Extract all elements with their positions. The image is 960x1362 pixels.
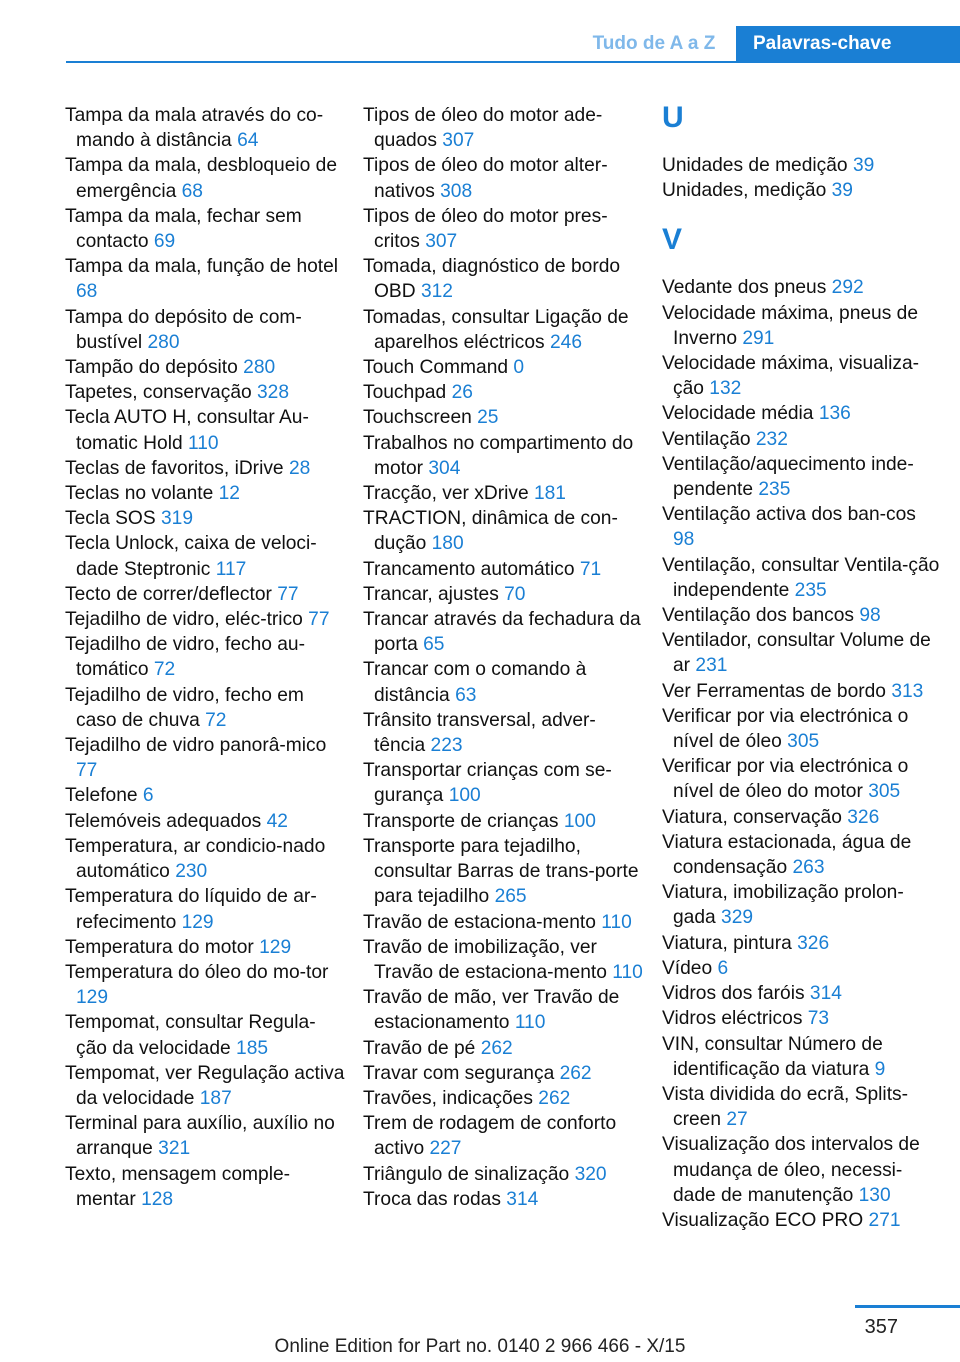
index-term: Viatura estacionada, água de condensação bbox=[662, 831, 912, 879]
index-term: Ventilação/aquecimento inde‐pendente bbox=[662, 453, 914, 501]
index-term: Temperatura do motor bbox=[65, 936, 254, 958]
page-reference-link[interactable]: 25 bbox=[477, 407, 499, 429]
index-entry bbox=[65, 380, 345, 405]
index-entry bbox=[65, 607, 345, 632]
page-reference-link[interactable]: 262 bbox=[480, 1037, 513, 1059]
page-reference-link[interactable]: 77 bbox=[308, 609, 330, 631]
index-entry bbox=[363, 657, 643, 707]
index-entry bbox=[65, 733, 345, 783]
index-entry bbox=[65, 355, 345, 380]
section-u-entries bbox=[662, 153, 942, 203]
page-reference-link[interactable]: 26 bbox=[451, 382, 473, 404]
index-entry bbox=[65, 1061, 345, 1111]
index-entry bbox=[363, 1187, 643, 1212]
page-reference-link[interactable]: 305 bbox=[868, 781, 901, 803]
index-column-2 bbox=[363, 103, 643, 1212]
page-reference-link[interactable]: 6 bbox=[717, 957, 729, 979]
index-entry bbox=[363, 582, 643, 607]
index-entry bbox=[662, 880, 942, 930]
index-entry bbox=[65, 582, 345, 607]
page-reference-link[interactable]: 77 bbox=[76, 760, 98, 782]
index-entry bbox=[363, 481, 643, 506]
index-entry bbox=[363, 380, 643, 405]
page-reference-link[interactable]: 68 bbox=[76, 281, 98, 303]
page-reference-link[interactable]: 129 bbox=[181, 911, 214, 933]
index-entry bbox=[363, 204, 643, 254]
index-entry bbox=[662, 1032, 942, 1082]
index-entry bbox=[65, 405, 345, 455]
page-reference-link[interactable]: 246 bbox=[550, 331, 583, 353]
page-reference-link[interactable]: 291 bbox=[742, 327, 775, 349]
index-term: Viatura, pintura bbox=[662, 932, 792, 954]
index-term: VIN, consultar Número de identificação da viatura bbox=[662, 1033, 883, 1080]
index-term: Trancamento automático bbox=[363, 558, 575, 580]
index-term: Telefone bbox=[65, 785, 138, 807]
page-reference-link[interactable]: 0 bbox=[513, 357, 525, 379]
index-entry bbox=[662, 502, 942, 552]
page-reference-link[interactable]: 320 bbox=[574, 1163, 607, 1185]
index-term: Tomada, diagnóstico de bordo OBD bbox=[363, 256, 621, 303]
index-entry bbox=[65, 1111, 345, 1161]
index-term: Tampa do depósito de com‐bustível bbox=[65, 306, 302, 353]
index-term: Trancar, ajustes bbox=[363, 583, 499, 605]
index-term: Unidades de medição bbox=[662, 155, 848, 176]
index-entry bbox=[662, 981, 942, 1006]
page-reference-link[interactable]: 110 bbox=[601, 911, 632, 933]
index-entry bbox=[363, 758, 643, 808]
page-reference-link[interactable]: 262 bbox=[559, 1062, 592, 1084]
page-reference-link[interactable]: 129 bbox=[76, 987, 109, 1009]
index-term: Trem de rodagem de conforto activo bbox=[363, 1113, 617, 1160]
index-entry bbox=[662, 1132, 942, 1208]
page-number: 357 bbox=[864, 1316, 898, 1338]
index-term: Visualização dos intervalos de mudança de óleo, necessi‐dade de manutenção bbox=[662, 1134, 920, 1206]
index-entry bbox=[662, 275, 942, 300]
index-term: Tempomat, ver Regulação activa da velocidade bbox=[65, 1062, 345, 1109]
footer-rule bbox=[855, 1305, 960, 1308]
page-reference-link[interactable]: 235 bbox=[758, 479, 791, 501]
index-entry bbox=[662, 830, 942, 880]
index-term: Vídeo bbox=[662, 957, 713, 979]
page-reference-link[interactable]: 63 bbox=[455, 684, 477, 706]
page-reference-link[interactable]: 307 bbox=[425, 231, 458, 253]
index-term: Troca das rodas bbox=[363, 1188, 501, 1210]
index-term: Trancar através da fechadura da porta bbox=[363, 609, 641, 656]
page-reference-link[interactable]: 128 bbox=[141, 1188, 174, 1210]
index-entry bbox=[662, 805, 942, 830]
page-reference-link[interactable]: 129 bbox=[259, 936, 292, 958]
index-term: Trabalhos no compartimento do motor bbox=[363, 432, 634, 479]
index-column-3 bbox=[662, 103, 942, 1233]
index-term: Vedante dos pneus bbox=[662, 277, 827, 299]
index-entry bbox=[65, 884, 345, 934]
page-reference-link[interactable]: 304 bbox=[428, 457, 461, 479]
index-term: Travões, indicações bbox=[363, 1087, 533, 1109]
index-term: Tampa da mala através do co‐mando à distância bbox=[65, 105, 324, 152]
index-term: Tempomat, consultar Regula‐ção da velocidade bbox=[65, 1012, 316, 1059]
page-reference-link[interactable]: 313 bbox=[891, 680, 924, 702]
index-term: Verificar por via electrónica o nível de óleo do motor bbox=[662, 756, 909, 803]
page-reference-link[interactable]: 110 bbox=[187, 432, 219, 454]
page-reference-link[interactable]: 98 bbox=[673, 529, 695, 551]
page-reference-link[interactable]: 263 bbox=[792, 857, 825, 879]
index-entry bbox=[662, 931, 942, 956]
page-reference-link[interactable]: 329 bbox=[721, 907, 754, 929]
index-term: Travão de imobilização, ver Travão de estaciona‐mento bbox=[363, 936, 607, 983]
index-term: Vista dividida do ecrã, Splits‐creen bbox=[662, 1083, 909, 1131]
index-term: Transporte para tejadilho, consultar Barras de trans‐porte para tejadilho bbox=[363, 835, 639, 908]
index-entry bbox=[65, 531, 345, 581]
index-entry bbox=[662, 452, 942, 502]
header-rule bbox=[66, 61, 960, 63]
index-term: Velocidade máxima, visualiza‐ção bbox=[662, 353, 920, 400]
index-entry bbox=[662, 553, 942, 603]
page-reference-link[interactable]: 308 bbox=[440, 180, 473, 202]
page-reference-link[interactable]: 230 bbox=[175, 861, 208, 883]
index-entry bbox=[65, 305, 345, 355]
index-entry bbox=[363, 431, 643, 481]
index-entry bbox=[65, 683, 345, 733]
index-entry bbox=[65, 834, 345, 884]
page-reference-link[interactable]: 235 bbox=[794, 579, 827, 601]
page-header bbox=[0, 0, 960, 62]
index-term: Touch Command bbox=[363, 357, 514, 379]
page-reference-link[interactable]: 314 bbox=[506, 1188, 539, 1210]
index-column-1 bbox=[65, 103, 345, 1212]
index-entry bbox=[363, 1111, 643, 1161]
index-term: Ventilação, consultar Ventila‐ção independente bbox=[662, 554, 940, 601]
index-entry bbox=[662, 1208, 942, 1233]
page-reference-link[interactable]: 265 bbox=[494, 886, 527, 908]
index-entry bbox=[363, 557, 643, 582]
page-reference-link[interactable]: 305 bbox=[787, 731, 820, 753]
page-reference-link[interactable]: 110 bbox=[514, 1012, 546, 1034]
index-entry bbox=[363, 103, 643, 153]
index-term: Tipos de óleo do motor alter‐nativos bbox=[363, 155, 608, 202]
index-term: Ventilação dos bancos bbox=[662, 605, 855, 627]
index-entry bbox=[363, 1086, 643, 1111]
index-entry bbox=[662, 603, 942, 628]
index-term: Travão de mão, ver Travão de estacionamento bbox=[363, 987, 620, 1034]
page-reference-link[interactable]: 307 bbox=[442, 130, 475, 152]
page-reference-link[interactable]: 39 bbox=[852, 155, 875, 176]
page-reference-link[interactable]: 100 bbox=[448, 785, 481, 807]
index-entry bbox=[363, 607, 643, 657]
page-reference-link[interactable]: 27 bbox=[726, 1109, 748, 1131]
index-term: Texto, mensagem comple‐mentar bbox=[65, 1163, 291, 1210]
page-reference-link[interactable]: 42 bbox=[266, 810, 288, 832]
edition-footer: Online Edition for Part no. 0140 2 966 466 - X/15 bbox=[274, 1336, 686, 1357]
index-entry bbox=[363, 305, 643, 355]
index-term: Viatura, conservação bbox=[662, 806, 842, 828]
index-entry bbox=[65, 783, 345, 808]
index-entry bbox=[363, 254, 643, 304]
index-term: Telemóveis adequados bbox=[65, 810, 262, 832]
page-reference-link[interactable]: 69 bbox=[153, 231, 176, 253]
index-term: Ver Ferramentas de bordo bbox=[662, 680, 886, 702]
section-letter-u: U bbox=[662, 101, 684, 134]
index-term: Transporte de crianças bbox=[363, 810, 559, 832]
index-term: Travão de pé bbox=[363, 1037, 476, 1059]
page-reference-link[interactable]: 98 bbox=[859, 605, 881, 627]
index-entry bbox=[662, 628, 942, 678]
index-term: Terminal para auxílio, auxílio no arranque bbox=[65, 1113, 335, 1160]
index-entry bbox=[662, 679, 942, 704]
index-entry bbox=[363, 506, 643, 556]
index-entry bbox=[363, 1036, 643, 1061]
page-reference-link[interactable]: 280 bbox=[147, 331, 180, 353]
index-term: Velocidade média bbox=[662, 403, 814, 425]
index-entry bbox=[662, 401, 942, 426]
index-term: Tecla Unlock, caixa de veloci‐dade Steptronic bbox=[65, 533, 317, 580]
section-letter-v: V bbox=[662, 223, 683, 257]
index-term: Temperatura do óleo do mo‐tor bbox=[65, 961, 329, 983]
page-reference-link[interactable]: 319 bbox=[161, 508, 194, 530]
page-reference-link[interactable]: 132 bbox=[709, 378, 742, 400]
index-term: Tejadilho de vidro, fecho em caso de chuva bbox=[65, 684, 304, 731]
index-term: Vidros dos faróis bbox=[662, 983, 805, 1005]
index-term: Visualização ECO PRO bbox=[662, 1209, 864, 1231]
index-entry bbox=[65, 153, 345, 203]
page-reference-link[interactable]: 185 bbox=[236, 1037, 269, 1059]
index-term: Tampa da mala, desbloqueio de emergência bbox=[65, 155, 338, 202]
index-term: Tipos de óleo do motor ade‐quados bbox=[363, 105, 603, 152]
index-entry bbox=[363, 985, 643, 1035]
index-entry bbox=[363, 405, 643, 430]
page-reference-link[interactable]: 6 bbox=[142, 785, 154, 807]
index-term: Tejadilho de vidro, fecho au‐tomático bbox=[65, 634, 305, 681]
index-entry bbox=[662, 351, 942, 401]
index-entry bbox=[65, 960, 345, 1010]
index-entry bbox=[363, 935, 643, 985]
index-entry bbox=[65, 632, 345, 682]
index-entry bbox=[662, 301, 942, 351]
index-term: Vidros eléctricos bbox=[662, 1008, 803, 1030]
index-entry bbox=[363, 910, 643, 935]
index-term: Tapetes, conservação bbox=[65, 382, 252, 404]
page-reference-link[interactable]: 181 bbox=[533, 483, 566, 505]
index-entry bbox=[65, 254, 345, 304]
index-term: Tejadilho de vidro panorâ‐mico bbox=[65, 735, 327, 757]
index-term: Temperatura do líquido de ar‐refecimento bbox=[65, 886, 317, 933]
index-term: Travão de estaciona‐mento bbox=[363, 911, 596, 933]
index-entry bbox=[662, 1006, 942, 1031]
index-entry bbox=[662, 1082, 942, 1132]
index-term: Teclas no volante bbox=[65, 483, 214, 505]
index-term: Tecto de correr/deflector bbox=[65, 583, 272, 605]
page-reference-link[interactable]: 71 bbox=[579, 558, 602, 580]
page-reference-link[interactable]: 280 bbox=[243, 357, 276, 379]
index-entry bbox=[662, 704, 942, 754]
page-reference-link[interactable]: 77 bbox=[277, 583, 299, 605]
index-entry bbox=[363, 834, 643, 910]
index-entry bbox=[65, 935, 345, 960]
page-reference-link[interactable]: 271 bbox=[868, 1209, 901, 1231]
index-term: Tampa da mala, fechar sem contacto bbox=[65, 205, 302, 253]
page-reference-link[interactable]: 39 bbox=[831, 180, 853, 202]
index-term: Tipos de óleo do motor pres‐critos bbox=[363, 205, 608, 253]
index-term: Unidades, medição bbox=[662, 180, 827, 202]
index-term: Ventilador, consultar Volume de ar bbox=[662, 630, 931, 677]
index-entry bbox=[363, 355, 643, 380]
index-entry bbox=[65, 481, 345, 506]
index-entry bbox=[662, 956, 942, 981]
index-entry bbox=[65, 103, 345, 153]
index-term: Velocidade máxima, pneus de Inverno bbox=[662, 302, 918, 349]
index-term: TRACTION, dinâmica de con‐dução bbox=[363, 508, 618, 555]
page-reference-link[interactable]: 223 bbox=[430, 735, 463, 757]
page-reference-link[interactable]: 328 bbox=[257, 382, 290, 404]
header-section-title: Tudo de A a Z bbox=[592, 32, 716, 54]
index-term: Tomadas, consultar Ligação de aparelhos eléctricos bbox=[363, 306, 629, 353]
index-entry bbox=[662, 427, 942, 452]
section-v-entries bbox=[662, 275, 942, 1233]
index-entry bbox=[65, 456, 345, 481]
page-reference-link[interactable]: 231 bbox=[695, 655, 728, 677]
page-reference-link[interactable]: 326 bbox=[847, 806, 880, 828]
index-term: Travar com segurança bbox=[363, 1062, 555, 1084]
page-reference-link[interactable]: 72 bbox=[205, 709, 227, 731]
index-entry bbox=[363, 153, 643, 203]
index-term: Verificar por via electrónica o nível de óleo bbox=[662, 705, 909, 753]
index-term: Temperatura, ar condicio‐nado automático bbox=[65, 835, 326, 883]
page-reference-link[interactable]: 12 bbox=[218, 483, 240, 505]
index-term: Tecla AUTO H, consultar Au‐tomatic Hold bbox=[65, 407, 309, 454]
index-term: Ventilação bbox=[662, 428, 751, 450]
page-reference-link[interactable]: 321 bbox=[158, 1138, 191, 1160]
index-entry bbox=[363, 809, 643, 834]
page-reference-link[interactable]: 70 bbox=[504, 583, 526, 605]
index-term: Transportar crianças com se‐gurança bbox=[363, 760, 612, 807]
index-entry bbox=[363, 708, 643, 758]
index-entry bbox=[363, 1061, 643, 1086]
index-term: Touchpad bbox=[363, 382, 447, 404]
header-active-tab: Palavras-chave bbox=[736, 26, 960, 62]
page-reference-link[interactable]: 326 bbox=[797, 932, 830, 954]
index-term: Trancar com o comando à distância bbox=[363, 659, 587, 706]
index-term: Tampa da mala, função de hotel bbox=[65, 256, 339, 278]
page-reference-link[interactable]: 68 bbox=[181, 180, 203, 202]
index-term: Tracção, ver xDrive bbox=[363, 483, 529, 505]
index-term: Ventilação activa dos ban‐cos bbox=[662, 504, 916, 526]
index-entry bbox=[662, 178, 942, 203]
page-reference-link[interactable]: 314 bbox=[809, 983, 842, 1005]
page-reference-link[interactable]: 180 bbox=[431, 533, 464, 555]
page-reference-link[interactable]: 262 bbox=[538, 1087, 571, 1109]
page-reference-link[interactable]: 65 bbox=[423, 634, 445, 656]
index-entry bbox=[65, 506, 345, 531]
page-reference-link[interactable]: 117 bbox=[215, 558, 247, 580]
page-reference-link[interactable]: 73 bbox=[807, 1008, 830, 1030]
index-entry bbox=[65, 204, 345, 254]
index-entry bbox=[662, 754, 942, 804]
index-term: Touchscreen bbox=[363, 407, 472, 429]
index-term: Tampão do depósito bbox=[65, 357, 238, 379]
index-term: Tejadilho de vidro, eléc‐trico bbox=[65, 609, 303, 631]
index-entry bbox=[65, 1162, 345, 1212]
index-term: Trânsito transversal, adver‐tência bbox=[363, 709, 596, 757]
page-reference-link[interactable]: 130 bbox=[858, 1184, 891, 1206]
index-term: Tecla SOS bbox=[65, 508, 156, 530]
page-reference-link[interactable]: 110 bbox=[612, 961, 643, 983]
index-term: Triângulo de sinalização bbox=[363, 1163, 570, 1185]
page-reference-link[interactable]: 9 bbox=[874, 1058, 886, 1080]
index-entry bbox=[662, 153, 942, 178]
index-entry bbox=[363, 1162, 643, 1187]
page-reference-link[interactable]: 312 bbox=[420, 281, 453, 303]
index-term: Viatura, imobilização prolon‐gada bbox=[662, 882, 904, 929]
page-reference-link[interactable]: 227 bbox=[429, 1138, 462, 1160]
page-reference-link[interactable]: 292 bbox=[831, 277, 864, 299]
page-reference-link[interactable]: 187 bbox=[199, 1087, 232, 1109]
page-reference-link[interactable]: 232 bbox=[755, 428, 788, 450]
page-reference-link[interactable]: 64 bbox=[237, 130, 259, 152]
page-reference-link[interactable]: 136 bbox=[818, 403, 851, 425]
page-reference-link[interactable]: 72 bbox=[153, 659, 176, 681]
index-entry bbox=[65, 809, 345, 834]
index-term: Teclas de favoritos, iDrive bbox=[65, 457, 284, 479]
index-entry bbox=[65, 1010, 345, 1060]
page-reference-link[interactable]: 100 bbox=[563, 810, 596, 832]
page-reference-link[interactable]: 28 bbox=[288, 457, 311, 479]
